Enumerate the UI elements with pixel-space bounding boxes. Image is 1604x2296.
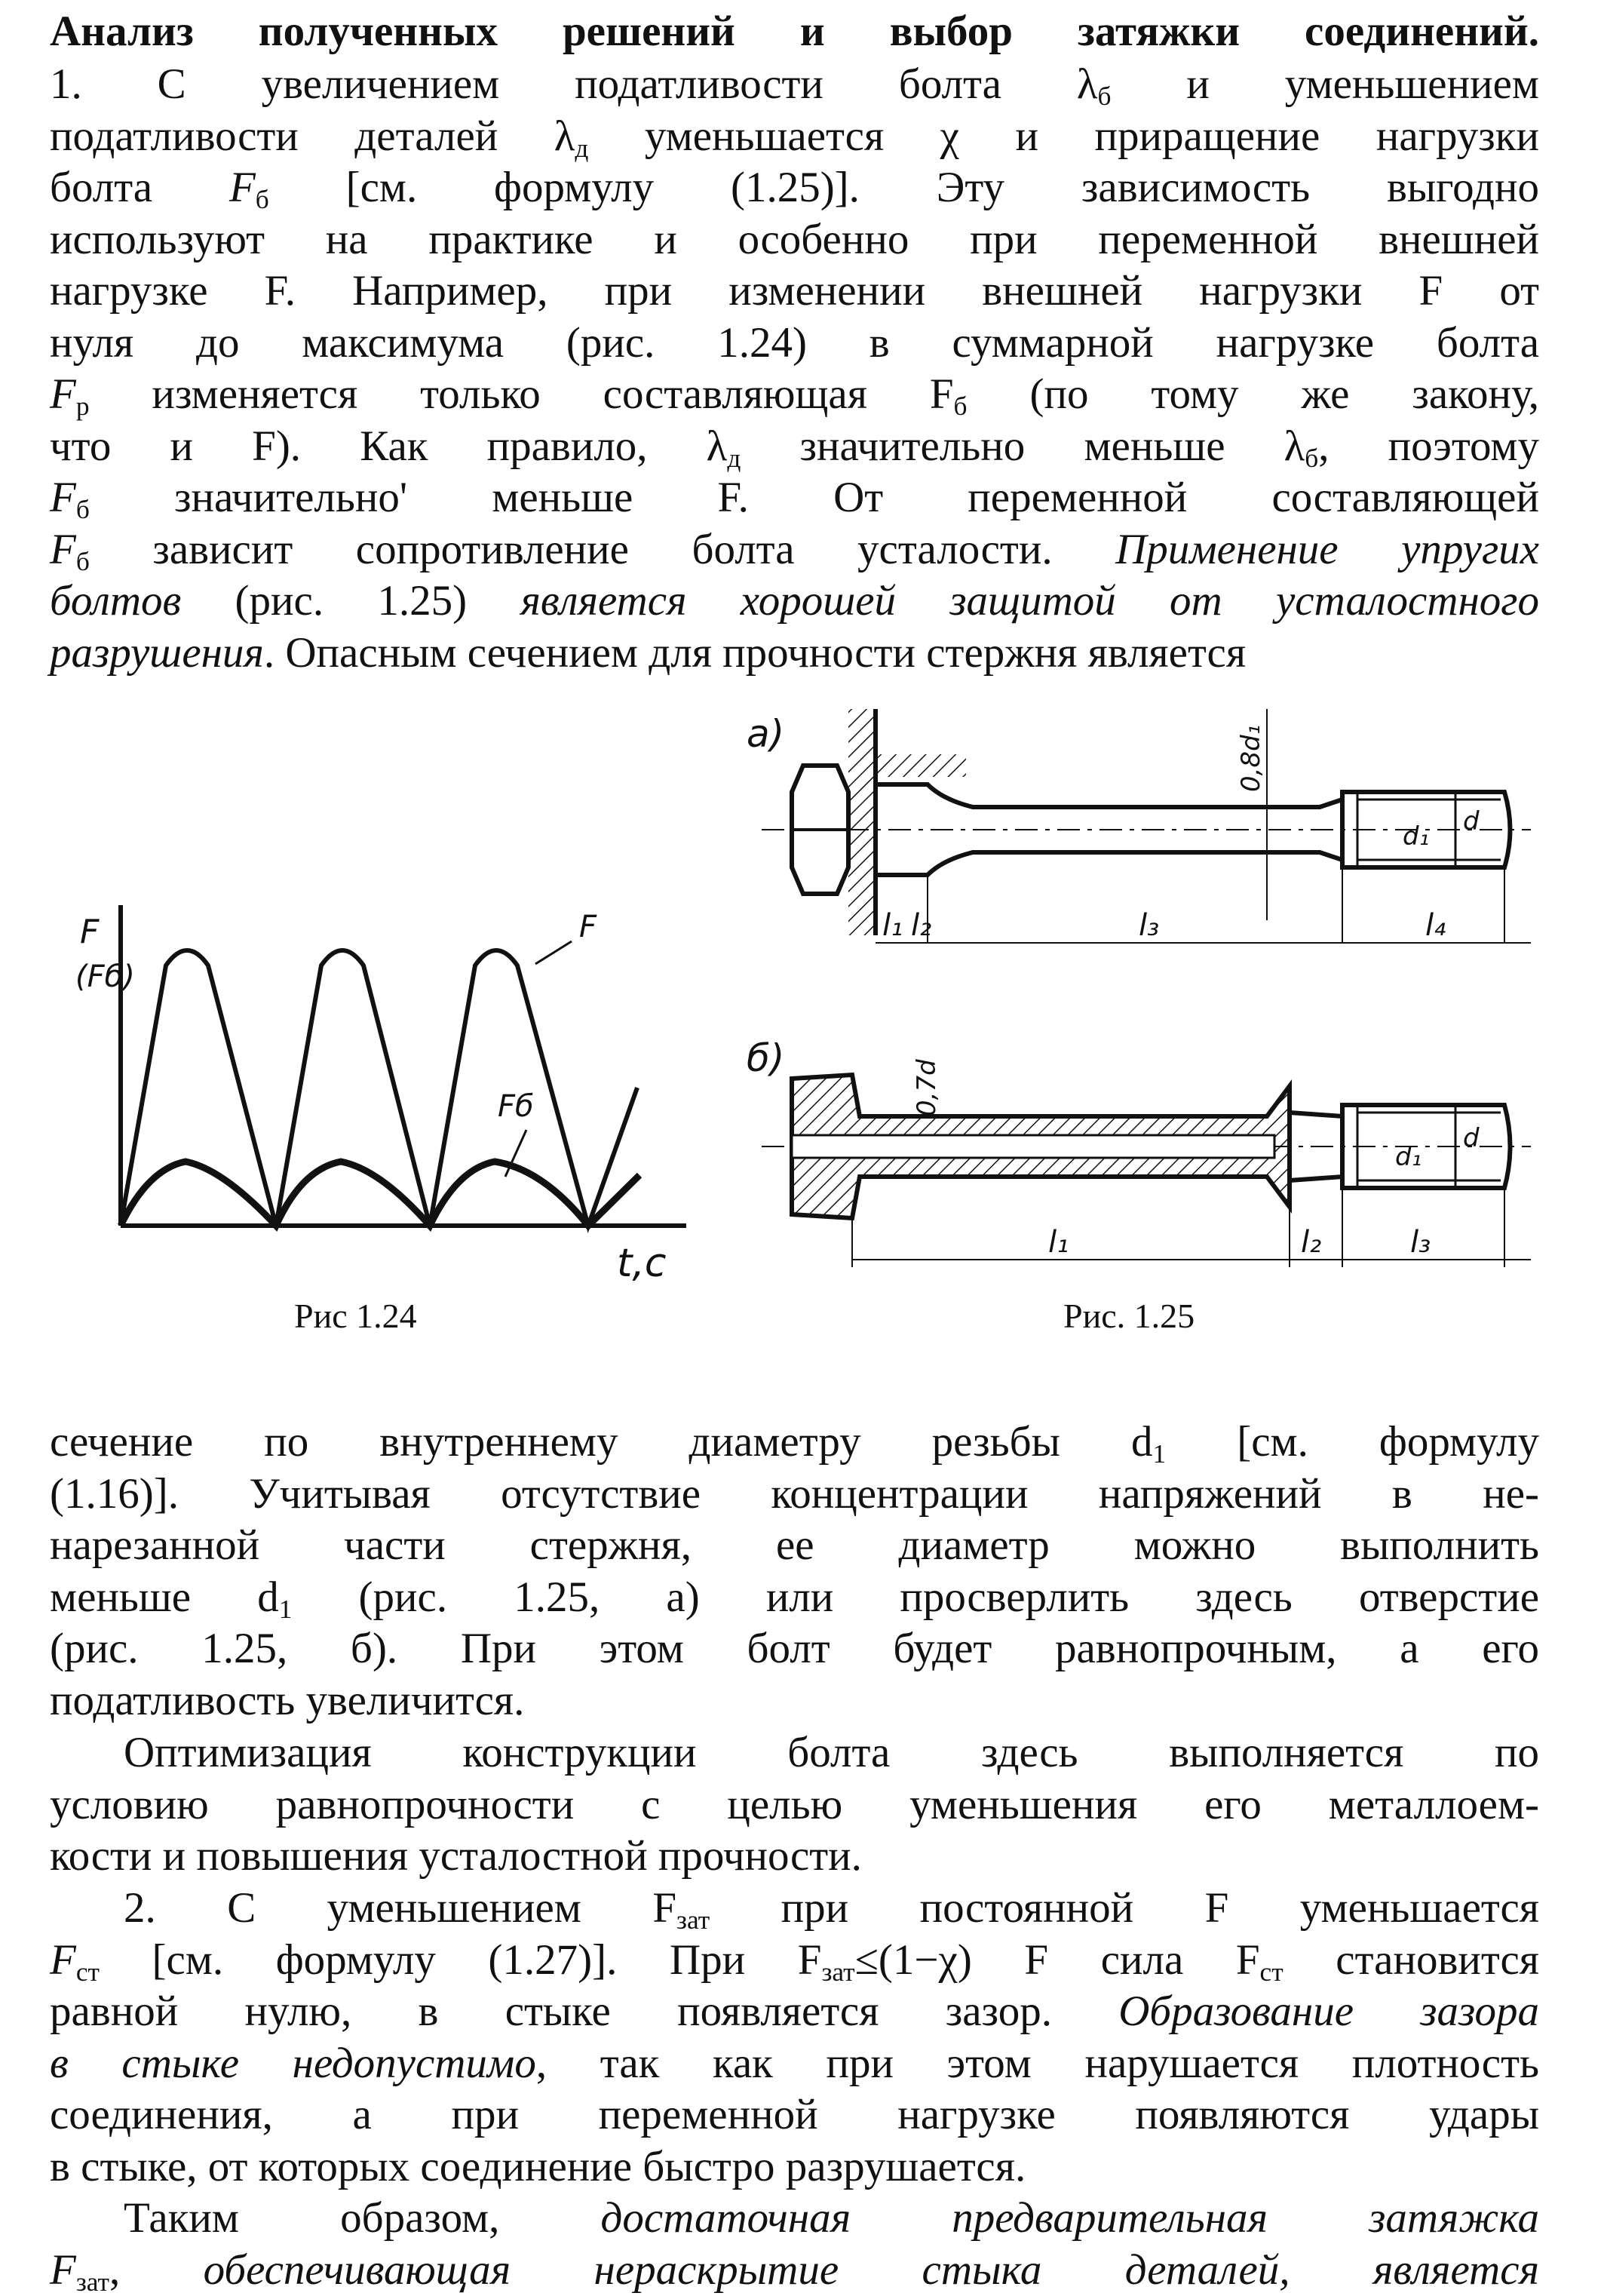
curve-f: [121, 950, 637, 1226]
text-run: б: [255, 184, 269, 214]
label-a-l4: l₄: [1425, 908, 1446, 943]
text-run: используют на практике и особенно при переменной внешней: [50, 215, 1539, 263]
text-run: болтов: [50, 577, 182, 625]
text-run: равной нулю, в стыке появляется зазор.: [50, 1988, 1119, 2035]
text-run: в стыке недопустимо: [50, 2039, 536, 2087]
text-run: болта: [50, 164, 229, 211]
text-run: б: [953, 391, 968, 421]
text-line: [50, 318, 1539, 369]
text-run: условию равнопрочности с целью уменьшения его металлоем-: [50, 1780, 1539, 1828]
text-run: при постоянной F уменьшается: [710, 1884, 1539, 1932]
text-run: б: [1305, 443, 1319, 473]
text-line: [50, 1675, 1539, 1727]
curve-f-leader: [535, 941, 572, 964]
caption-1-24: Рис 1.24: [294, 1297, 417, 1335]
text-run: (рис. 1.25, а) или просверлить здесь отверстие: [292, 1573, 1539, 1621]
text-run: уменьшается χ и приращение нагрузки: [588, 112, 1539, 160]
curve-fb: [121, 1162, 639, 1226]
text-run: и уменьшением: [1111, 60, 1539, 108]
text-line: [50, 1779, 1539, 1831]
text-run: нарезанной части стержня, ее диаметр можно выполнить: [50, 1521, 1539, 1569]
text-run: F: [50, 525, 76, 573]
text-run: F: [228, 164, 256, 211]
text-run: меньше d: [50, 1573, 279, 1621]
text-line: [50, 1417, 1539, 1468]
text-line: [50, 1935, 1539, 1986]
text-run: [см. формулу: [1166, 1418, 1539, 1466]
text-line: [50, 1623, 1539, 1674]
label-b-l2: l₂: [1301, 1225, 1322, 1260]
label-b-l1: l₁: [1048, 1225, 1069, 1260]
label-b-d: d: [1463, 1123, 1480, 1153]
text-run: [см. формулу (1.27)]. При F: [99, 1935, 822, 1984]
text-run: F: [50, 474, 76, 521]
text-run: (по тому же закону,: [967, 370, 1539, 418]
text-run: [см. формулу (1.25)]. Эту зависимость выгодно: [268, 164, 1539, 211]
text-run: Образование зазора: [1118, 1988, 1539, 2035]
text-line: [50, 111, 1539, 162]
text-run: сечение по внутреннему диаметру резьбы d: [50, 1418, 1153, 1466]
label-a-l2: l₂: [911, 908, 932, 943]
text-run: становится: [1283, 1935, 1540, 1984]
curve-fb-label: Fб: [498, 1089, 534, 1124]
text-run: (1.16)]. Учитывая отсутствие концентрации напряжений в не-: [50, 1469, 1539, 1518]
text-run: ≤(1−χ) F сила F: [854, 1935, 1260, 1984]
text-run: д: [575, 133, 589, 163]
text-run: F: [50, 370, 76, 418]
text-line: [50, 2089, 1539, 2141]
text-run: ,: [109, 2245, 204, 2294]
text-line: [50, 214, 1539, 266]
text-line: [50, 2193, 1539, 2244]
section-heading: Анализ полученных решений и выбор затяжки соединений.: [50, 8, 1539, 55]
text-run: 1: [1152, 1438, 1167, 1469]
sub-label-a: а): [747, 712, 785, 756]
text-line: [50, 1831, 1539, 1882]
text-line: [50, 369, 1539, 420]
text-run: является хорошей защитой от усталостного: [520, 577, 1539, 625]
text-run: д: [727, 443, 741, 473]
label-a-d1: d₁: [1403, 821, 1430, 852]
text-run: 1. С увеличением податливости болта λ: [50, 60, 1098, 108]
label-a-l1: l₁: [882, 908, 903, 943]
text-run: 2. С уменьшением F: [124, 1884, 677, 1932]
text-run: нуля до максимума (рис. 1.24) в суммарной нагрузке болта: [50, 318, 1539, 367]
text-run: изменяется только составляющая F: [89, 370, 954, 418]
text-run: нагрузке F. Например, при изменении внешней нагрузки F от: [50, 267, 1539, 315]
text-run: зависит сопротивление болта усталости.: [89, 525, 1116, 573]
figure-1-24: [75, 890, 739, 1282]
caption-1-25: Рис. 1.25: [1063, 1297, 1195, 1335]
text-run: Оптимизация конструкции болта здесь выполняется по: [124, 1729, 1539, 1776]
text-line: [50, 1469, 1539, 1520]
text-run: . Опасным сечением для прочности стержня является: [263, 628, 1247, 677]
text-run: достаточная предварительная затяжка: [600, 2194, 1539, 2242]
text-line: [50, 472, 1539, 523]
label-a-l3: l₃: [1139, 908, 1160, 943]
text-run: Таким образом,: [124, 2194, 601, 2242]
sub-label-b: б): [747, 1036, 785, 1080]
axis-y-label-2: (Fб): [75, 959, 135, 994]
text-run: ст: [75, 1957, 100, 1987]
text-run: соединения, а при переменной нагрузке появляются удары: [50, 2091, 1539, 2138]
text-line: [50, 1572, 1539, 1623]
text-run: F: [50, 2245, 76, 2294]
text-run: зат: [821, 1957, 855, 1987]
text-line: [50, 576, 1539, 627]
text-run: податливость увеличится.: [50, 1676, 525, 1724]
text-run: , так как при этом нарушается плотность: [535, 2039, 1540, 2087]
label-b-l3: l₃: [1410, 1225, 1431, 1260]
text-line: [50, 59, 1539, 110]
text-run: значительно меньше λ: [741, 422, 1305, 470]
text-run: (рис. 1.25): [181, 577, 521, 625]
text-run: б: [75, 546, 90, 576]
text-run: F: [50, 1935, 76, 1984]
text-run: б: [1097, 81, 1112, 111]
wall-top-a: [876, 754, 966, 777]
text-run: р: [75, 391, 90, 421]
text-run: податливости деталей λ: [50, 112, 575, 160]
text-line: [50, 1883, 1539, 1934]
label-b-dia-hole: 0,7d: [912, 1059, 942, 1116]
label-a-dia-shank: 0,8d₁: [1236, 724, 1266, 792]
text-line: [50, 421, 1539, 472]
text-run: (рис. 1.25, б). При этом болт будет равнопрочным, а его: [50, 1625, 1539, 1672]
wall-a: [848, 709, 876, 935]
text-run: зат: [676, 1905, 710, 1935]
text-run: разрушения: [50, 628, 264, 677]
figure-1-25: [747, 694, 1538, 1297]
axis-x-label: t,c: [617, 1241, 667, 1282]
text-line: [50, 524, 1539, 576]
text-line: [50, 162, 1539, 213]
text-run: значительно' меньше F. От переменной составляющей: [89, 474, 1539, 521]
label-a-d: d: [1463, 806, 1480, 836]
curve-f-label: F: [579, 910, 597, 944]
text-line: [50, 1986, 1539, 2037]
text-line: [50, 2245, 1539, 2296]
text-line: [50, 1520, 1539, 1571]
bore-b: [792, 1135, 1274, 1158]
text-run: ст: [1259, 1957, 1284, 1987]
text-run: 1: [278, 1594, 293, 1624]
text-line: [50, 628, 1539, 679]
label-b-d1: d₁: [1395, 1142, 1422, 1172]
text-run: Применение упругих: [1115, 525, 1539, 573]
text-run: обеспечивающая нераскрытие стыка деталей, является: [203, 2245, 1540, 2294]
text-run: кости и повышения усталостной прочности.: [50, 1832, 862, 1880]
axis-y-label-1: F: [80, 913, 100, 951]
text-line: [50, 2038, 1539, 2089]
text-run: , поэтому: [1318, 422, 1539, 470]
text-run: зат: [75, 2267, 109, 2296]
text-line: [50, 1727, 1539, 1779]
text-line: [50, 266, 1539, 317]
text-run: что и F). Как правило, λ: [50, 422, 728, 470]
text-line: [50, 2141, 1539, 2193]
text-run: в стыке, от которых соединение быстро разрушается.: [50, 2142, 1026, 2190]
text-run: б: [75, 494, 90, 524]
